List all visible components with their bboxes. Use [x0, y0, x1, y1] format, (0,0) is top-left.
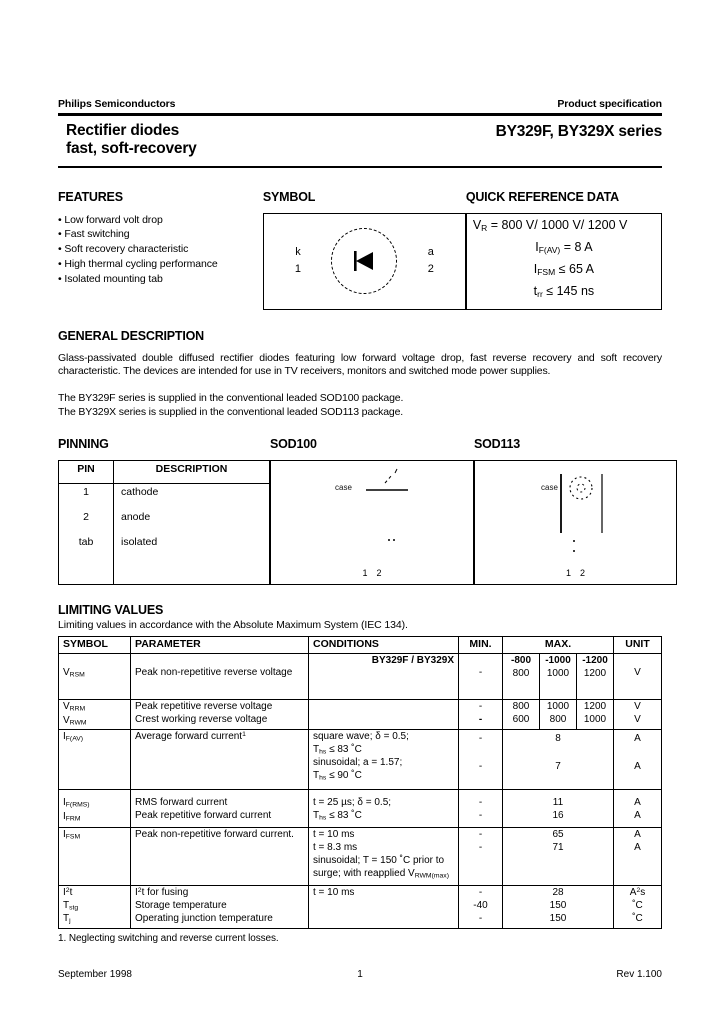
- parameter-name: [131, 700, 309, 730]
- list-item: • High thermal cycling performance: [58, 257, 263, 272]
- symbol-diagram: [263, 213, 466, 310]
- max-value-1200: -1200 1200: [577, 654, 614, 700]
- variant-label-800: -800: [510, 655, 531, 667]
- condition-text: sinusoidal; a = 1.57;: [313, 757, 403, 769]
- qrd-relation: ≤: [555, 261, 569, 276]
- condition-text: t = 8.3 ms: [313, 841, 358, 853]
- qrd-relation: =: [487, 217, 502, 232]
- anode-pin-number: 2: [427, 263, 434, 276]
- parameter-name: [131, 828, 309, 886]
- min-value: - -40 -: [459, 886, 503, 929]
- quick-reference-heading: QUICK REFERENCE DATA: [465, 189, 619, 204]
- features-section: [58, 190, 263, 310]
- pin-description: cathode: [121, 486, 159, 498]
- condition-text: t = 10 ms: [313, 829, 355, 841]
- parameter-name: [131, 790, 309, 828]
- features-symbol-qrd-row: [58, 190, 662, 310]
- document-title-line2: fast, soft-recovery: [66, 140, 197, 158]
- qrd-subscript: rr: [537, 289, 543, 300]
- parameter-text: Peak repetitive reverse voltage: [135, 701, 273, 713]
- limiting-values-section: [58, 603, 662, 944]
- sod100-outline-icon: [271, 461, 474, 584]
- pinning-heading: PINNING: [58, 437, 109, 451]
- symbol-heading: SYMBOL: [262, 189, 316, 204]
- table-row: [59, 730, 662, 790]
- column-header-parameter: PARAMETER: [131, 637, 309, 654]
- condition-text: t = 10 ms: [313, 887, 355, 899]
- package-pin2: 2: [376, 568, 391, 578]
- qrd-relation: ≤: [542, 283, 557, 298]
- pin-number: tab: [59, 534, 114, 559]
- condition-text: $T_{hs} \le 83$ ˚C: [313, 743, 362, 756]
- package-pin-numbers: [271, 568, 473, 578]
- limiting-values-subtitle: Limiting values in accordance with the Absolute Maximum System (IEC 134).: [58, 619, 408, 631]
- parameter-symbol: $I_{F(RMS)}$ $I_{FRM}$: [59, 790, 131, 828]
- page-footer: [58, 969, 662, 980]
- table-row: [59, 654, 662, 700]
- cathode-pin-number: 1: [294, 263, 301, 276]
- features-list: [58, 213, 263, 288]
- qrd-value: 65 A: [569, 261, 595, 276]
- package-sod100-drawing: [270, 460, 474, 585]
- document-title: [58, 122, 197, 159]
- unit-value: V: [614, 654, 662, 700]
- company-name: Philips Semiconductors: [58, 98, 176, 110]
- parameter-symbol: $V_{RSM}$: [59, 654, 131, 700]
- package-case-label: case: [335, 483, 352, 492]
- qrd-relation: =: [560, 239, 575, 254]
- max-value-1000: 1000 800: [540, 700, 577, 730]
- parameter-symbol: $V_{RRM}$ $V_{RWM}$: [59, 700, 131, 730]
- unit-value: A A: [614, 790, 662, 828]
- column-header-min: MIN.: [459, 637, 503, 654]
- table-row: [59, 700, 662, 730]
- qrd-subscript: F(AV): [538, 244, 561, 255]
- package-note-line1: The BY329F series is supplied in the conventional leaded SOD100 package.: [58, 392, 404, 405]
- condition-text: $T_{hs} \le 83$ ˚C: [313, 809, 362, 822]
- general-description-paragraph: Glass-passivated double diffused rectifier diodes featuring low forward voltage drop, fast reverse recovery and soft recovery characteristic. The devices are intended for use in TV receivers, monitors and switched mode power supplies.: [58, 351, 662, 378]
- qrd-subscript: R: [481, 222, 488, 233]
- pinning-packages-row: [58, 437, 662, 585]
- package-sod100-heading: SOD100: [270, 437, 317, 451]
- max-value-1200: 1200 1000: [577, 700, 614, 730]
- title-block: [58, 116, 662, 164]
- condition-cell: [309, 654, 459, 700]
- parameter-text: Peak non-repetitive forward current.: [135, 829, 294, 841]
- part-series-title: BY329F, BY329X series: [495, 123, 662, 140]
- parameter-symbol: $I^2t$ $T_{stg}$ $T_j$: [59, 886, 131, 929]
- unit-value: A A: [614, 730, 662, 790]
- column-header-conditions: CONDITIONS: [309, 637, 459, 654]
- limiting-values-table: [58, 636, 662, 929]
- anode-letter: a: [427, 246, 434, 259]
- page-number: 1: [357, 969, 363, 980]
- variant-label-1200: -1200: [582, 655, 608, 667]
- min-value: - -: [459, 828, 503, 886]
- package-case-label: case: [541, 483, 558, 492]
- condition-text: sinusoidal; T = 150 ˚C prior to surge; with reapplied $V_{RWM(max)}$: [313, 854, 449, 880]
- max-value-1000: -1000 1000: [540, 654, 577, 700]
- quick-reference-row: [473, 262, 655, 277]
- pinning-table: [58, 460, 270, 585]
- parameter-text: Storage temperature: [135, 899, 227, 911]
- quick-reference-row: [473, 218, 655, 233]
- qrd-symbol: I: [535, 239, 539, 254]
- qrd-symbol: V: [472, 217, 482, 232]
- pin-description: isolated: [121, 536, 158, 548]
- parameter-text: Peak repetitive forward current: [135, 809, 272, 821]
- general-description-section: [58, 329, 662, 420]
- table-row: [59, 509, 270, 534]
- column-header-max: MAX.: [503, 637, 614, 654]
- condition-cell: [309, 700, 459, 730]
- package-pin1: 1: [362, 568, 377, 578]
- header-rule-bottom: [58, 166, 662, 168]
- condition-cell: [309, 790, 459, 828]
- features-heading: FEATURES: [58, 189, 123, 204]
- document-type: Product specification: [557, 98, 662, 110]
- package-sod113-heading: SOD113: [474, 437, 521, 451]
- table-footnote: 1. Neglecting switching and reverse current losses.: [58, 932, 279, 944]
- table-row: [59, 886, 662, 929]
- package-sod100-section: [270, 437, 474, 585]
- package-pin1: 1: [565, 568, 580, 578]
- unit-value: A A: [614, 828, 662, 886]
- pin-number: 1: [59, 484, 114, 509]
- parameter-text: RMS forward current: [135, 797, 228, 809]
- package-note-line2: The BY329X series is supplied in the conventional leaded SOD113 package.: [58, 406, 404, 419]
- max-value: 28 150 150: [503, 886, 614, 929]
- condition-cell: [309, 886, 459, 929]
- parameter-name: [131, 730, 309, 790]
- package-sod113-section: [474, 437, 677, 585]
- variant-label-1000: -1000: [545, 655, 571, 667]
- table-row: [59, 534, 270, 559]
- max-value: 8 7: [503, 730, 614, 790]
- parameter-text: Operating junction temperature: [135, 912, 273, 924]
- table-header-row: [59, 637, 662, 654]
- qrd-value: 8 A: [574, 239, 593, 254]
- min-value: - -: [459, 790, 503, 828]
- table-row-empty: [59, 559, 270, 584]
- min-value: -: [459, 654, 503, 700]
- list-item: • Soft recovery characteristic: [58, 242, 263, 257]
- pin-description: anode: [121, 510, 151, 523]
- package-pin-numbers: [475, 568, 676, 578]
- qrd-value: 145 ns: [556, 283, 595, 298]
- device-variant-header: BY329F / BY329X: [371, 655, 454, 667]
- package-sod113-drawing: [474, 460, 677, 585]
- list-item: • Low forward volt drop: [58, 213, 263, 228]
- symbol-section: [263, 190, 466, 310]
- parameter-text: $I^2t$ for fusing: [135, 887, 189, 899]
- table-header-row: [59, 461, 270, 484]
- max-value-800: -800 800: [503, 654, 540, 700]
- publication-date: September 1998: [58, 969, 132, 980]
- table-row: [59, 484, 270, 509]
- qrd-symbol: I: [533, 261, 538, 276]
- general-description-heading: GENERAL DESCRIPTION: [58, 328, 204, 343]
- sod113-outline-icon: [475, 461, 677, 584]
- column-header-unit: UNIT: [614, 637, 662, 654]
- pin-number: 2: [59, 509, 114, 534]
- anode-terminal-label: [428, 244, 434, 278]
- min-value: - -: [459, 730, 503, 790]
- parameter-name: [131, 654, 309, 700]
- column-header-description: DESCRIPTION: [155, 463, 228, 475]
- condition-text: $T_{hs} \le 90$ ˚C: [313, 770, 362, 782]
- parameter-symbol: $I_{FSM}$: [59, 828, 131, 886]
- condition-text: square wave; δ = 0.5;: [313, 731, 409, 743]
- condition-cell: [309, 730, 459, 790]
- quick-reference-row: [473, 284, 655, 299]
- limiting-values-heading: LIMITING VALUES: [58, 603, 164, 617]
- qrd-symbol: t: [533, 283, 538, 298]
- max-value: 11 16: [503, 790, 614, 828]
- cathode-letter: k: [295, 246, 301, 259]
- unit-value: V V: [614, 700, 662, 730]
- quick-reference-row: [473, 240, 655, 255]
- document-title-line1: Rectifier diodes: [66, 122, 180, 139]
- condition-text: t = 25 µs; δ = 0.5;: [313, 797, 392, 809]
- parameter-text: Crest working reverse voltage: [135, 714, 268, 726]
- page-header: [58, 0, 662, 110]
- qrd-subscript: FSM: [537, 266, 556, 277]
- qrd-value: 800 V/ 1000 V/ 1200 V: [501, 217, 628, 232]
- revision-number: Rev 1.100: [616, 969, 662, 980]
- list-item: • Fast switching: [58, 227, 263, 242]
- parameter-name: [131, 886, 309, 929]
- column-header-symbol: SYMBOL: [59, 637, 131, 654]
- column-header-pin: PIN: [59, 461, 114, 484]
- min-value: - -: [459, 700, 503, 730]
- unit-value: $A^2s$ ˚C ˚C: [614, 886, 662, 929]
- parameter-text: Peak non-repetitive reverse voltage: [135, 667, 293, 679]
- unit-text: $A^2s$: [629, 887, 646, 899]
- footnote-marker: 1: [242, 731, 246, 739]
- parameter-text: Average forward current: [135, 731, 243, 743]
- cathode-terminal-label: [295, 244, 301, 278]
- diode-icon: [351, 250, 377, 272]
- table-row: [59, 828, 662, 886]
- quick-reference-box: [466, 213, 662, 310]
- pinning-section: [58, 437, 270, 585]
- package-pin2: 2: [580, 568, 595, 578]
- quick-reference-section: [466, 190, 662, 310]
- condition-cell: [309, 828, 459, 886]
- table-row: [59, 790, 662, 828]
- max-value-800: 800 600: [503, 700, 540, 730]
- list-item: • Isolated mounting tab: [58, 272, 263, 287]
- parameter-symbol: $I_{F(AV)}$: [59, 730, 131, 790]
- max-value: 65 71: [503, 828, 614, 886]
